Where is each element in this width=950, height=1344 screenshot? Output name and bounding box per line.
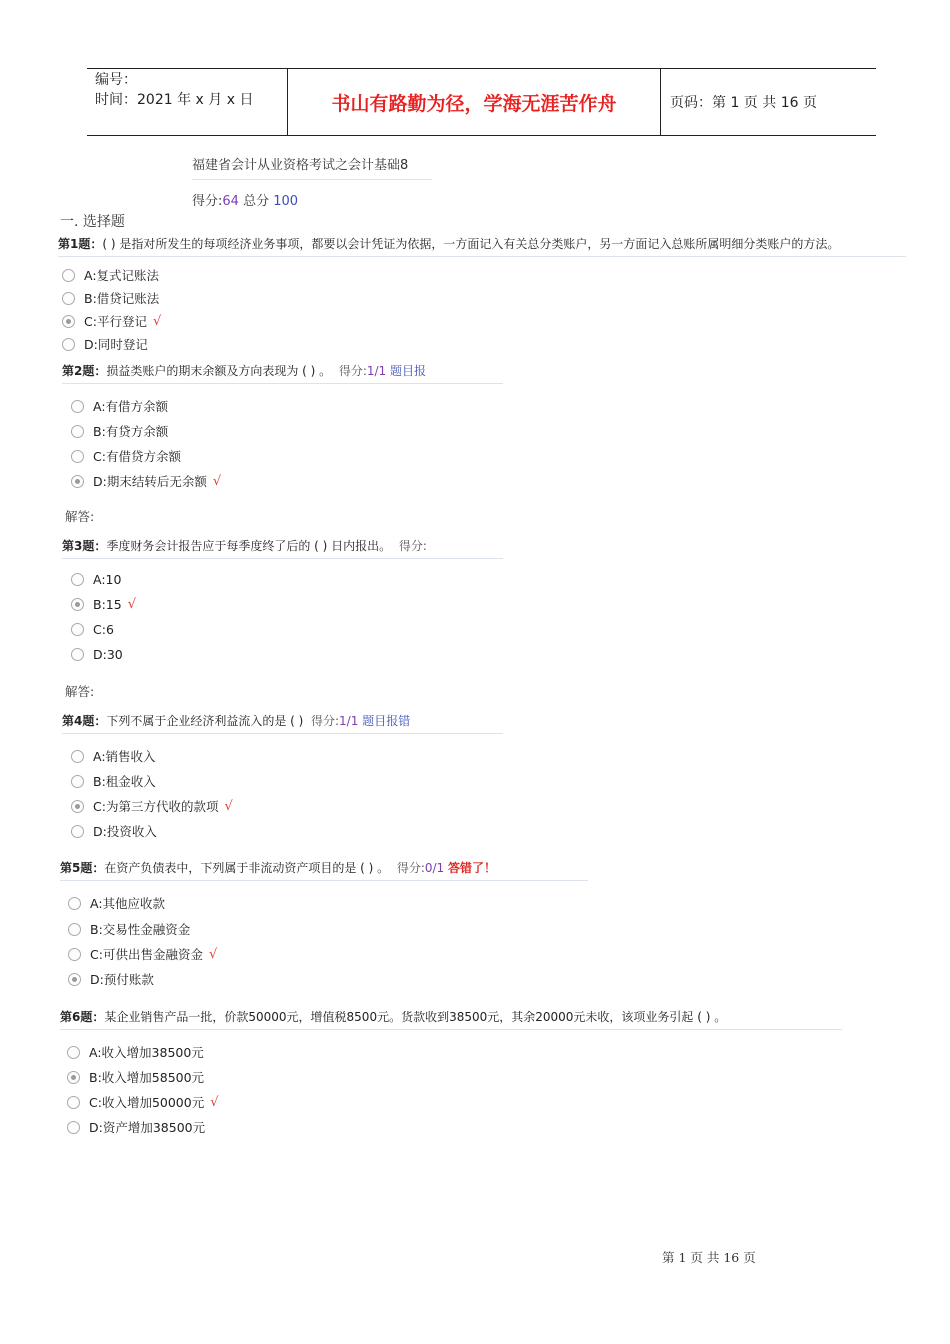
q5-option-b[interactable] bbox=[68, 920, 190, 938]
header-meta bbox=[95, 70, 253, 110]
question-2-number: 第2题： bbox=[62, 364, 107, 378]
option-label: C:有借贷方余额 bbox=[93, 449, 181, 464]
radio-icon[interactable] bbox=[71, 425, 84, 438]
report-error-link[interactable]: 题目报 bbox=[390, 364, 427, 378]
header-divider-right bbox=[660, 68, 661, 136]
q3-option-d[interactable] bbox=[71, 647, 123, 662]
title-block bbox=[192, 154, 432, 209]
option-label: A:复式记账法 bbox=[84, 268, 160, 283]
q3-option-b[interactable] bbox=[71, 597, 136, 612]
question-5-header bbox=[60, 859, 588, 881]
total-value: 100 bbox=[273, 194, 299, 209]
q5-option-a[interactable] bbox=[68, 894, 165, 912]
question-3-number: 第3题： bbox=[62, 539, 107, 553]
score-line bbox=[192, 190, 432, 209]
option-label: D:资产增加38500元 bbox=[89, 1120, 206, 1135]
check-icon: √ bbox=[208, 946, 218, 962]
question-2-header bbox=[62, 362, 503, 384]
question-5-text: 在资产负债表中，下列属于非流动资产项目的是 ( ) 。 bbox=[104, 861, 390, 875]
option-label: D:期末结转后无余额 bbox=[93, 474, 207, 489]
radio-selected-icon[interactable] bbox=[62, 315, 75, 328]
score-value: 64 bbox=[222, 194, 239, 209]
question-4-number: 第4题： bbox=[62, 714, 107, 728]
option-label: B:有贷方余额 bbox=[93, 424, 169, 439]
option-label: D:投资收入 bbox=[93, 824, 157, 839]
radio-selected-icon[interactable] bbox=[71, 800, 84, 813]
radio-icon[interactable] bbox=[71, 775, 84, 788]
option-label: B:租金收入 bbox=[93, 774, 156, 789]
radio-icon[interactable] bbox=[71, 648, 84, 661]
option-label: D:预付账款 bbox=[90, 972, 154, 987]
radio-icon[interactable] bbox=[62, 292, 75, 305]
question-4-score: 1/1 bbox=[339, 714, 359, 728]
option-label: C:平行登记 bbox=[84, 314, 147, 329]
radio-icon[interactable] bbox=[68, 923, 81, 936]
radio-icon[interactable] bbox=[71, 623, 84, 636]
option-label: B:借贷记账法 bbox=[84, 291, 160, 306]
q6-option-c[interactable] bbox=[67, 1093, 219, 1111]
radio-icon[interactable] bbox=[71, 825, 84, 838]
q6-option-a[interactable] bbox=[67, 1043, 204, 1061]
question-5-number: 第5题： bbox=[60, 861, 105, 875]
q1-option-b[interactable] bbox=[62, 289, 159, 307]
radio-icon[interactable] bbox=[62, 269, 75, 282]
q2-option-c[interactable] bbox=[71, 447, 181, 465]
score-label: 得分: bbox=[192, 194, 223, 209]
radio-icon[interactable] bbox=[62, 338, 75, 351]
q4-option-d[interactable] bbox=[71, 822, 157, 840]
q6-option-d[interactable] bbox=[67, 1118, 205, 1136]
radio-icon[interactable] bbox=[71, 400, 84, 413]
option-label: D:同时登记 bbox=[84, 337, 148, 352]
q3-option-a[interactable] bbox=[71, 572, 121, 587]
question-6-header bbox=[60, 1008, 842, 1030]
page-footer: 第 1 页 共 16 页 bbox=[662, 1250, 756, 1265]
radio-selected-icon[interactable] bbox=[67, 1071, 80, 1084]
check-icon: √ bbox=[224, 798, 233, 814]
q3-answer-label: 解答: bbox=[65, 684, 95, 699]
header-bottom-rule bbox=[87, 135, 876, 136]
check-icon: √ bbox=[210, 1094, 219, 1110]
radio-selected-icon[interactable] bbox=[71, 475, 84, 488]
radio-icon[interactable] bbox=[71, 450, 84, 463]
q2-option-d[interactable] bbox=[71, 472, 221, 490]
q4-option-a[interactable] bbox=[71, 747, 156, 765]
radio-icon[interactable] bbox=[67, 1046, 80, 1059]
question-6-number: 第6题： bbox=[60, 1010, 105, 1024]
option-label: A:其他应收款 bbox=[90, 896, 166, 911]
question-1-text: ( ) 是指对所发生的每项经济业务事项，都要以会计凭证为依据，一方面记入有关总分类账户，另一方面记入总账所属明细分类账户的方法。 bbox=[102, 237, 840, 251]
q4-option-b[interactable] bbox=[71, 772, 156, 790]
option-label: B:交易性金融资金 bbox=[90, 922, 191, 937]
wrong-answer-badge: 答错了！ bbox=[448, 861, 497, 875]
question-3-text: 季度财务会计报告应于每季度终了后的 ( ) 日内报出。 bbox=[106, 539, 392, 553]
option-label: A:10 bbox=[93, 572, 122, 587]
q5-option-d[interactable] bbox=[68, 970, 154, 988]
question-3-header bbox=[62, 537, 503, 559]
check-icon: √ bbox=[152, 313, 162, 329]
q1-option-c[interactable] bbox=[62, 312, 161, 330]
report-error-link[interactable]: 题目报错 bbox=[362, 714, 411, 728]
number-label: 编号： bbox=[95, 72, 137, 88]
q4-option-c[interactable] bbox=[71, 797, 233, 815]
radio-icon[interactable] bbox=[71, 573, 84, 586]
radio-icon[interactable] bbox=[71, 750, 84, 763]
option-label: A:销售收入 bbox=[93, 749, 156, 764]
q2-option-b[interactable] bbox=[71, 422, 168, 440]
question-2-score: 1/1 bbox=[366, 364, 387, 378]
option-label: C:可供出售金融资金 bbox=[90, 947, 203, 962]
option-label: D:30 bbox=[93, 647, 123, 662]
q2-option-a[interactable] bbox=[71, 397, 168, 415]
question-4-score-label: 得分: bbox=[311, 714, 340, 728]
option-label: A:有借方余额 bbox=[93, 399, 169, 414]
q1-option-d[interactable] bbox=[62, 335, 148, 353]
option-label: B:收入增加58500元 bbox=[89, 1070, 205, 1085]
radio-icon[interactable] bbox=[68, 897, 81, 910]
question-1-header bbox=[58, 235, 906, 257]
check-icon: √ bbox=[212, 473, 222, 489]
section-heading: 一. 选择题 bbox=[60, 214, 125, 230]
header-page-info: 页码：第 1 页 共 16 页 bbox=[670, 95, 817, 111]
q2-answer-label: 解答: bbox=[65, 509, 95, 524]
header-motto: 书山有路勤为径，学海无涯苦作舟 bbox=[331, 93, 617, 115]
total-label: 总分 bbox=[238, 194, 274, 209]
doc-title: 福建省会计从业资格考试之会计基础8 bbox=[192, 154, 432, 180]
question-3-score-label: 得分: bbox=[398, 539, 427, 553]
question-2-text: 损益类账户的期末余额及方向表现为 ( ) 。 bbox=[106, 364, 332, 378]
question-5-score: 0/1 bbox=[424, 861, 445, 875]
question-5-score-label: 得分: bbox=[396, 861, 425, 875]
radio-icon[interactable] bbox=[67, 1096, 80, 1109]
radio-selected-icon[interactable] bbox=[71, 598, 84, 611]
radio-icon[interactable] bbox=[68, 948, 81, 961]
question-4-text: 下列不属于企业经济利益流入的是 ( ) bbox=[106, 714, 304, 728]
question-2-score-label: 得分: bbox=[338, 364, 367, 378]
time-label: 时间：2021 年 x 月 x 日 bbox=[95, 92, 254, 108]
question-4-header bbox=[62, 712, 503, 734]
check-icon: √ bbox=[127, 597, 136, 612]
radio-selected-icon[interactable] bbox=[68, 973, 81, 986]
option-label: C:为第三方代收的款项 bbox=[93, 799, 219, 814]
question-1-number: 第1题： bbox=[58, 237, 103, 251]
option-label: C:6 bbox=[93, 622, 114, 637]
option-label: C:收入增加50000元 bbox=[89, 1095, 205, 1110]
option-label: A:收入增加38500元 bbox=[89, 1045, 204, 1060]
q1-option-a[interactable] bbox=[62, 266, 159, 284]
q5-option-c[interactable] bbox=[68, 945, 217, 963]
q6-option-b[interactable] bbox=[67, 1068, 204, 1086]
option-label: B:15 bbox=[93, 597, 122, 612]
question-6-text: 某企业销售产品一批，价款50000元，增值税8500元。货款收到38500元，其余20000元未收，该项业务引起 ( ) 。 bbox=[104, 1010, 727, 1024]
radio-icon[interactable] bbox=[67, 1121, 80, 1134]
header-top-rule bbox=[87, 68, 876, 69]
q3-option-c[interactable] bbox=[71, 622, 114, 637]
